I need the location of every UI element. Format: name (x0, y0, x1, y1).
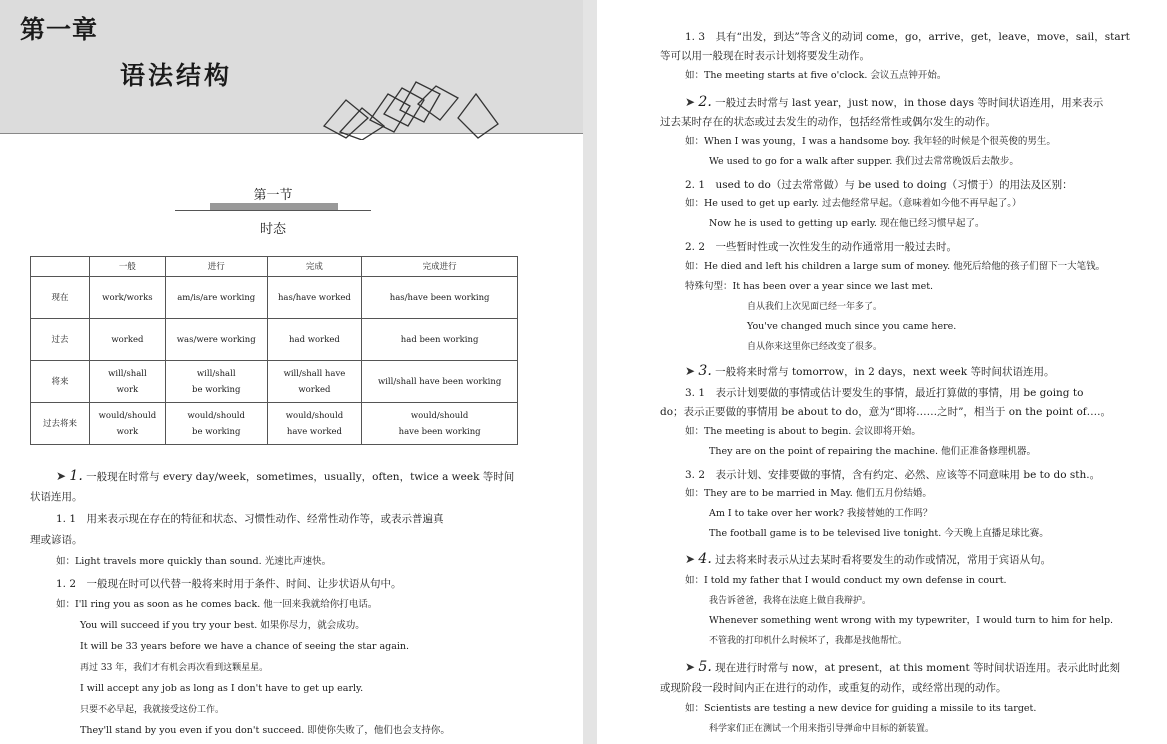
point-number: 2. (698, 94, 712, 110)
table-cell-line: had been working (400, 334, 479, 345)
table-cell-line: worked (298, 384, 331, 395)
point-number: 3. (698, 363, 712, 379)
p2-2-heading: 2. 2 一些暂时性或一次性发生的动作通常用一般过去时。 (685, 241, 958, 253)
table-cell-line: will/shall have been working (377, 376, 502, 387)
point-5-line-1: ➤ 5. 现在进行时常与 now，at present，at this moment 等时间状语连用。表示此时此刻 (685, 659, 1121, 675)
point-number: 1. (69, 468, 83, 484)
table-cell-line: would/should (410, 410, 469, 421)
point-4-line-1: ➤ 4. 过去将来时表示从过去某时看将要发生的动作或情况，常用于宾语从句。 (685, 551, 1052, 567)
p3-2-example-1: 如：They are to be married in May. 他们五月份结婚。 (685, 488, 932, 499)
chapter-title: 语法结构 (120, 61, 233, 90)
p2-2-special-pattern-zh: 自从我们上次见面已经一年多了。 (747, 302, 883, 312)
table-cell-line: have worked (286, 426, 342, 437)
section-title: 时态 (259, 222, 286, 237)
p2-2-special-pattern-2: You've changed much since you came here. (747, 321, 957, 332)
p4-example-1-zh: 我告诉爸爸，我将在法庭上做自我辩护。 (709, 596, 872, 606)
p3-2-example-2: Am I to take over her work? 我接替她的工作吗？ (709, 508, 933, 519)
table-cell-line: work (116, 384, 139, 395)
table-cell (362, 319, 518, 361)
table-header-cell: 一般 (90, 257, 166, 277)
table-row-label: 现在 (31, 277, 90, 319)
table-cell (362, 403, 518, 445)
section-divider-line (175, 210, 371, 211)
table-row (31, 319, 518, 361)
p1-2-example-4: I will accept any job as long as I don't have to get up early. (80, 683, 364, 694)
p4-example-2-zh: 不管我的打印机什么时候坏了，我都是找他帮忙。 (709, 636, 908, 646)
table-cell-line: work/works (102, 292, 153, 303)
table-cell-line: am/is/are working (177, 292, 256, 303)
table-row-label: 将来 (31, 361, 90, 403)
section-divider-bar (210, 203, 338, 210)
p2-2-example-1: 如：He died and left his children a large sum of money. 他死后给他的孩子们留下一大笔钱。 (685, 261, 1106, 272)
table-cell-line: will/shall have (283, 368, 346, 379)
table-cell (267, 403, 362, 445)
decorative-pages-graphic (318, 80, 508, 140)
table-cell (165, 403, 267, 445)
p1-3-line-2: 等可以用一般现在时表示计划将要发生动作。 (660, 50, 870, 62)
table-row (31, 403, 518, 445)
p3-1-line-2: do；表示正要做的事情用 be about to do，意为“即将……之时”，相当于 on the point of….。 (660, 406, 1111, 418)
table-row (31, 277, 518, 319)
table-cell-line: would/should (98, 410, 157, 421)
table-cell-line: work (116, 426, 139, 437)
table-header-cell: 完成 (267, 257, 362, 277)
p2-1-heading: 2. 1 used to do（过去常常做）与 be used to doing（习惯于）的用法及区别： (685, 179, 1073, 191)
arrow-icon: ➤ (685, 552, 696, 566)
table-cell (165, 361, 267, 403)
arrow-icon: ➤ (56, 469, 67, 483)
p1-2-heading: 1. 2 一般现在时可以代替一般将来时用于条件、时间、让步状语从句中。 (56, 578, 402, 590)
tense-table (30, 256, 518, 445)
p1-2-example-4-zh: 只要不必早起，我就接受这份工作。 (80, 705, 225, 715)
p1-1-line-2: 理或谚语。 (30, 534, 83, 546)
arrow-icon: ➤ (685, 660, 696, 674)
table-header-row (31, 257, 518, 277)
arrow-icon: ➤ (685, 364, 696, 378)
table-row-label: 过去将来 (31, 403, 90, 445)
p1-3-example-1: 如：The meeting starts at five o'clock. 会议五点钟开始。 (685, 70, 947, 81)
table-cell (165, 319, 267, 361)
p2-example-1: 如：When I was young，I was a handsome boy. 我年轻的时候是个很英俊的男生。 (685, 136, 1056, 147)
table-cell (267, 277, 362, 319)
p4-example-2: Whenever something went wrong with my typewriter，I would turn to him for help. (709, 615, 1114, 626)
p3-2-example-3: The football game is to be televised live tonight. 今天晚上直播足球比赛。 (709, 528, 1049, 539)
p5-example-1-zh: 科学家们正在测试一个用来指引导弹命中目标的新装置。 (709, 724, 935, 734)
table-header-cell: 完成进行 (362, 257, 518, 277)
table-cell-line: be working (192, 384, 241, 395)
p5-example-1: 如：Scientists are testing a new device for guiding a missile to its target. (685, 703, 1037, 714)
left-page (0, 0, 583, 744)
table-cell (362, 361, 518, 403)
table-cell (362, 277, 518, 319)
p1-1-example-1: 如：Light travels more quickly than sound. 光速比声速快。 (56, 556, 332, 567)
table-row (31, 361, 518, 403)
point-number: 5. (698, 659, 712, 675)
point-5-line-2: 或现阶段一段时间内正在进行的动作，或重复的动作，或经常出现的动作。 (660, 682, 1007, 694)
p1-2-example-5: They'll stand by you even if you don't succeed. 即使你失败了，他们也会支持你。 (80, 725, 450, 736)
point-number: 4. (698, 551, 712, 567)
p2-2-special-pattern-2-zh: 自从你来这里你已经改变了很多。 (747, 342, 883, 352)
point-1-line-1: ➤ 1. 一般现在时常与 every day/week，sometimes，usually，often，twice a week 等时间 (56, 468, 515, 484)
table-cell-line: has/have been working (389, 292, 490, 303)
p4-example-1: 如：I told my father that I would conduct my own defense in court. (685, 575, 1007, 586)
p1-1-line-1: 1. 1 用来表示现在存在的特征和状态、习惯性动作、经常性动作等，或表示普遍真 (56, 513, 444, 525)
point-1-line-2: 状语连用。 (30, 491, 83, 503)
p2-1-example-1: 如：He used to get up early. 过去他经常早起。（意味着如今他不再早起了。） (685, 198, 1022, 209)
right-page (597, 0, 1167, 744)
p1-2-example-1: 如：I'll ring you as soon as he comes back. 他一回来我就给你打电话。 (56, 599, 378, 610)
arrow-icon: ➤ (685, 95, 696, 109)
table-cell (90, 319, 166, 361)
table-cell-line: worked (111, 334, 144, 345)
section-number: 第一节 (253, 188, 293, 203)
point-3-line-1: ➤ 3. 一般将来时常与 tomorrow，in 2 days，next week 等时间状语连用。 (685, 363, 1055, 379)
p1-3-line-1: 1. 3 具有“出发，到达”等含义的动词 come，go，arrive，get，leave，move，sail，start (685, 31, 1130, 43)
p1-2-example-3: It will be 33 years before we have a chance of seeing the star again. (80, 641, 410, 652)
p2-1-example-2: Now he is used to getting up early. 现在他已经习惯早起了。 (709, 218, 985, 229)
table-cell-line: would/should (187, 410, 245, 421)
table-cell-line: will/shall (196, 368, 236, 379)
table-cell-line: have been working (398, 426, 481, 437)
table-cell-line: had worked (289, 334, 340, 345)
p3-1-example-1: 如：The meeting is about to begin. 会议即将开始。 (685, 426, 921, 437)
table-cell-line: be working (192, 426, 241, 437)
chapter-number: 第一章 (20, 15, 99, 44)
table-cell (267, 319, 362, 361)
point-2-line-1: ➤ 2. 一般过去时常与 last year，just now，in those days 等时间状语连用，用来表示 (685, 94, 1104, 110)
table-cell (90, 361, 166, 403)
p2-2-special-pattern: 特殊句型：It has been over a year since we last met. (685, 281, 934, 292)
p1-2-example-3-zh: 再过 33 年，我们才有机会再次看到这颗星星。 (80, 663, 269, 673)
p1-2-example-2: You will succeed if you try your best. 如果你尽力，就会成功。 (80, 620, 365, 631)
table-cell (90, 277, 166, 319)
table-header-cell (31, 257, 90, 277)
p3-2-heading: 3. 2 表示计划、安排要做的事情，含有约定、必然、应该等不同意味用 be to do sth.。 (685, 469, 1101, 481)
table-cell-line: has/have worked (277, 292, 351, 303)
table-cell-line: would/should (285, 410, 344, 421)
p3-1-line-1: 3. 1 表示计划要做的事情或估计要发生的事情，最近打算做的事情，用 be going to (685, 387, 1084, 399)
point-2-line-2: 过去某时存在的状态或过去发生的动作，包括经常性或偶尔发生的动作。 (660, 116, 996, 128)
p2-example-2: We used to go for a walk after supper. 我们过去常常晚饭后去散步。 (709, 156, 1019, 167)
table-cell (165, 277, 267, 319)
table-header-cell: 进行 (165, 257, 267, 277)
p3-1-example-2: They are on the point of repairing the machine. 他们正准备修理机器。 (709, 446, 1037, 457)
table-cell-line: was/were working (176, 334, 256, 345)
table-cell-line: will/shall (108, 368, 147, 379)
table-cell (267, 361, 362, 403)
table-cell (90, 403, 166, 445)
table-row-label: 过去 (31, 319, 90, 361)
